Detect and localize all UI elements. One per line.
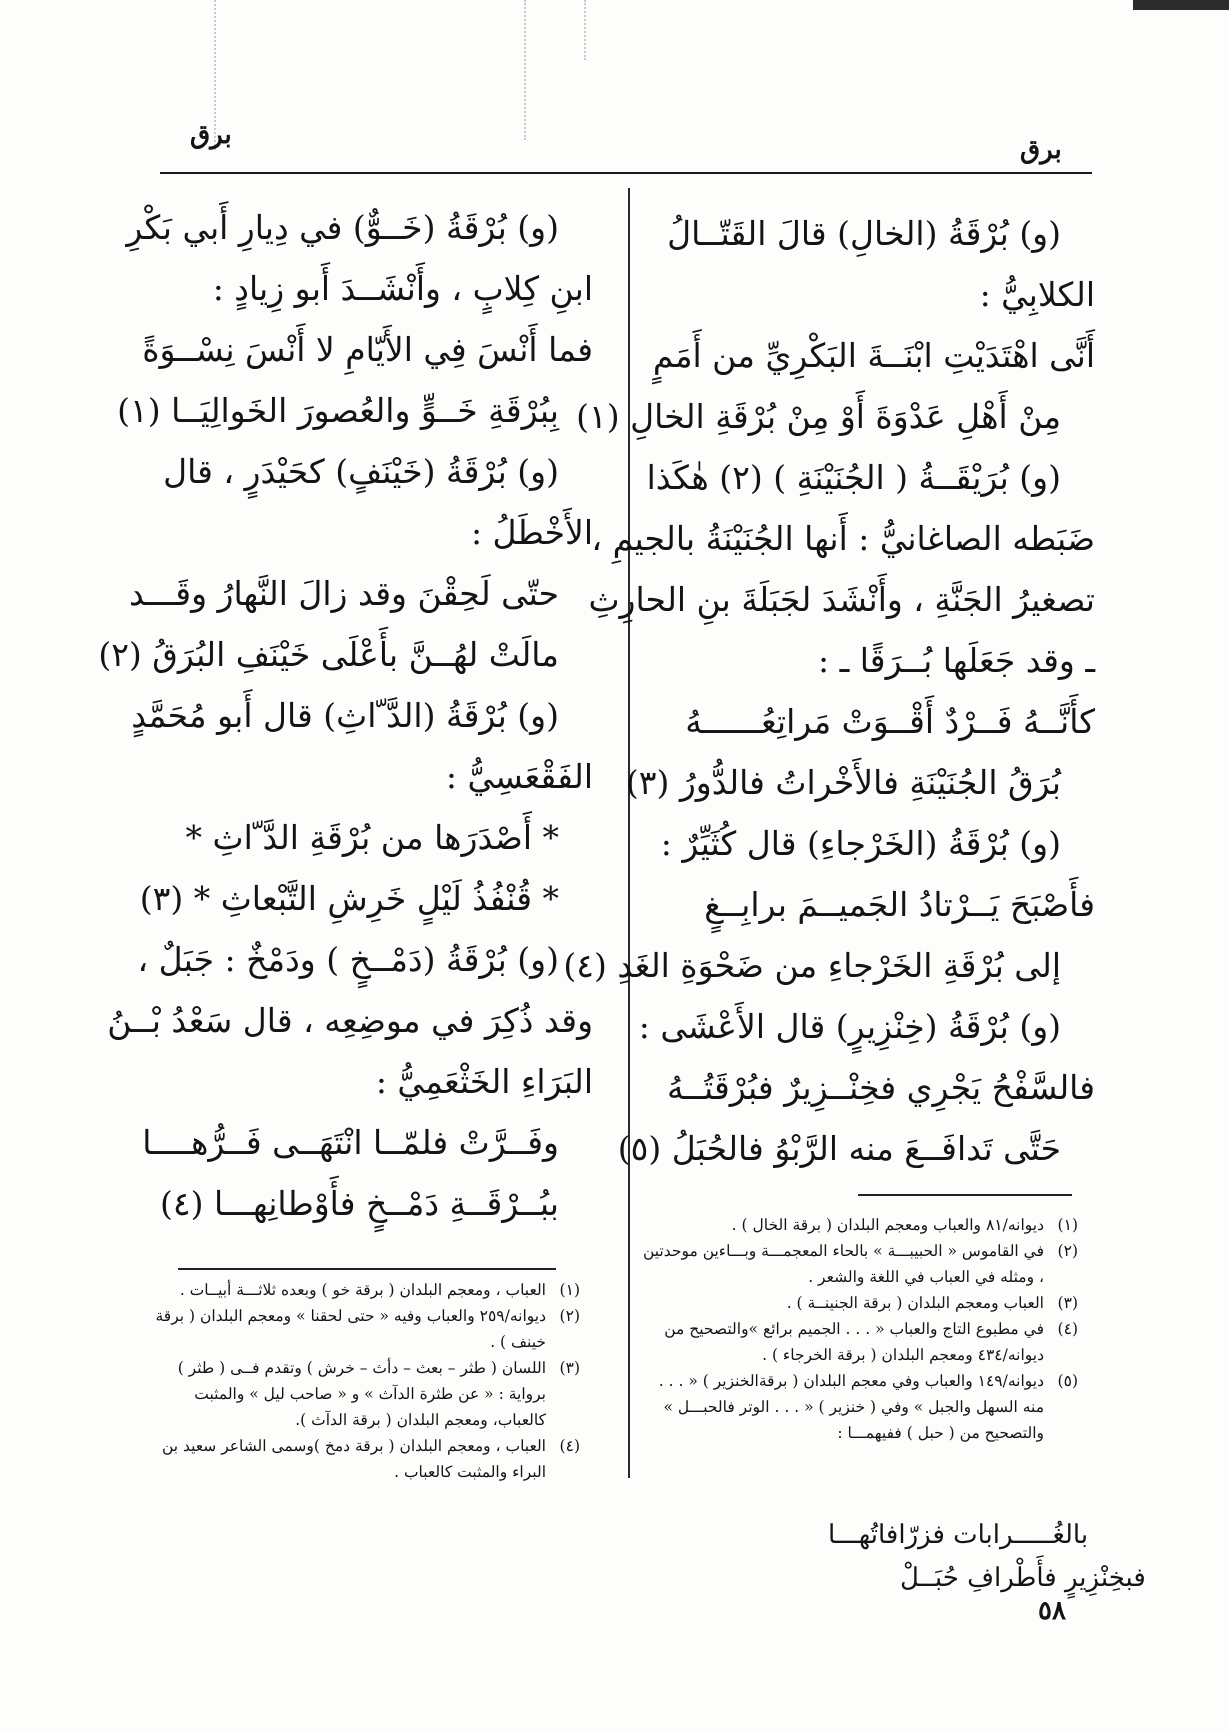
footnotes-left: [150, 1277, 580, 1485]
footnote-text: العباب ومعجم البلدان ( برقة الجنينــة ) .: [786, 1294, 1044, 1312]
verse-line: فما أَنْسَ فِي الأَيّامِ لا أَنْسَ نِسْــوَةً: [142, 330, 593, 369]
entry-line: الفَقْعَسِيُّ :: [445, 757, 593, 796]
footnote-item: [638, 1368, 1078, 1446]
column-divider: [628, 188, 630, 1478]
entry-line: ابنِ كِلابٍ ، وأَنْشَــدَ أَبو زِيادٍ :: [212, 269, 593, 308]
footnote-text: ديوانه/١٤٩ والعباب وفي معجم البلدان ( برقةالخنزير ) « . . . منه السهل والجبل » وفي ( خنزير ) « . . . الوتر فالحبـــل » والتصحيح من ( حبل ) ففيهمـــا :: [658, 1372, 1044, 1442]
footnote-text: ديوانه/٢٥٩ والعباب وفيه « حتى لحقنا » ومعجم البلدان ( برقة خينف ) .: [155, 1307, 546, 1351]
footnote-number: (١): [559, 1281, 580, 1299]
verse-line: أَنَّى اهْتَدَيْتِ ابْنَــةَ البَكْرِيِّ من أَمَمٍ: [652, 336, 1095, 375]
footnote-item: [150, 1277, 580, 1303]
right-column: [563, 203, 1095, 1179]
running-head-left: برق: [190, 120, 232, 150]
entry-line: ـ وقد جَعَلَها بُــرَقًا ـ :: [817, 641, 1095, 680]
footnote-number: (١): [1057, 1216, 1078, 1234]
verse-line: ببُــرْقَــةِ دَمْــخٍ فأَوْطانِهـــا (٤): [160, 1184, 559, 1223]
verse-line: حَتَّى تَدافَــعَ منه الرَّبْوُ فالحُبَلُ (٥): [617, 1129, 1061, 1168]
footnote-item: [638, 1238, 1078, 1290]
footnote-text: في القاموس « الحبيبـــة » بالحاء المعجمـــة وبـــاءين موحدتين ، ومثله في العباب في اللغة والشعر .: [642, 1242, 1044, 1286]
scan-dotted-trail: [524, 0, 526, 140]
footnote-verse-line: فبخِنْزِيرٍ فأَطْرافِ حُبَــلْ: [900, 1563, 1146, 1593]
footnote-number: (٥): [1057, 1372, 1078, 1390]
footnote-number: (٣): [559, 1359, 580, 1377]
entry-line: (و) بُرَيْقَــةُ ( الجُنَيْنَةِ ) (٢) هٰكَذا: [646, 458, 1061, 497]
footnote-text: العباب ، ومعجم البلدان ( برقة خو ) وبعده ثلاثـــة أبيــات .: [179, 1281, 546, 1299]
entry-line: (و) بُرْقَةُ (خَــوٌّ) في دِيارِ أَبي بَكْرِ: [126, 208, 559, 247]
footnote-number: (٢): [559, 1307, 580, 1325]
entry-line: البَرَاءِ الخَثْعَمِيُّ :: [375, 1062, 593, 1101]
scan-corner-mark: [1133, 0, 1229, 10]
scan-dotted-trail: [584, 0, 586, 60]
verse-line: فأَصْبَحَ يَــرْتادُ الجَميــمَ برابِــغٍ: [704, 885, 1095, 924]
footnote-number: (٣): [1057, 1294, 1078, 1312]
footnote-number: (٤): [1057, 1320, 1078, 1338]
verse-line: مالَتْ لهُــنَّ بأَعْلَى خَيْنَفِ البُرَقُ (٢): [98, 635, 559, 674]
left-column: [98, 197, 593, 1234]
running-head-right: برق: [1020, 135, 1062, 165]
footnote-item: [638, 1290, 1078, 1316]
entry-line: (و) بُرْقَةُ (الدَّ ّاثِ) قال أَبو مُحَمَّدٍ: [131, 696, 559, 735]
entry-line: وقد ذُكِرَ في موضِعِه ، قال سَعْدُ بْــنُ: [107, 1001, 593, 1040]
header-rule: [160, 172, 1092, 174]
verse-line: كأَنَّــهُ فَــرْدٌ أَقْــوَتْ مَراتِعُــــــهُ: [685, 702, 1095, 741]
footnote-item: [150, 1303, 580, 1355]
footnote-number: (٢): [1057, 1242, 1078, 1260]
footnote-rule: [858, 1194, 1072, 1196]
entry-line: تصغيرُ الجَنَّةِ ، وأَنْشَدَ لجَبَلَةَ بنِ الحارِثِ: [588, 580, 1095, 619]
entry-line: (و) بُرْقَةُ (دَمْــخٍ ) ودَمْخٌ : جَبَلٌ ،: [137, 940, 559, 979]
entry-line: ضَبَطه الصاغانيُّ : أَنها الجُنَيْنَةُ بالجيمِ ،: [591, 519, 1095, 558]
verse-line: مِنْ أَهْلِ عَدْوَةَ أَوْ مِنْ بُرْقَةِ الخالِ (١): [576, 397, 1061, 436]
page-number: ٥٨: [1038, 1596, 1066, 1626]
entry-line: (و) بُرْقَةُ (خِنْزِيرٍ) قال الأَعْشَى :: [638, 1007, 1061, 1046]
footnote-item: [150, 1355, 580, 1433]
footnote-item: [638, 1212, 1078, 1238]
footnote-text: في مطبوع التاج والعباب « . . . الجميم برائع »والتصحيح من ديوانه/٤٣٤ ومعجم البلدان ( برقة الخرجاء ) .: [664, 1320, 1044, 1364]
verse-line: إلى بُرْقَةِ الخَرْجاءِ من ضَحْوَةِ الغَدِ (٤): [563, 946, 1061, 985]
footnote-item: [638, 1316, 1078, 1368]
footnote-text: ديوانه/٨١ والعباب ومعجم البلدان ( برقة الخال ) .: [731, 1216, 1044, 1234]
verse-line: بُرَقُ الجُنَيْنَةِ فالأَخْراتُ فالدُّورُ (٣): [625, 763, 1061, 802]
footnote-verse-line: بالغُـــــرابات فزرّافاتُهـــا: [828, 1520, 1089, 1550]
verse-line: فالسَّفْحُ يَجْرِي فخِنْــزِيرٌ فبُرْقَتُــهُ: [667, 1068, 1095, 1107]
entry-line: الكلابِيُّ :: [979, 275, 1095, 314]
verse-line: * قُنْفُذُ لَيْلٍ خَرِشِ التَّبْعاثِ * (٣): [139, 879, 559, 918]
verse-line: بِبُرْقَةِ خَــوٍّ والعُصورَ الخَوالِيَــا (١): [117, 391, 559, 430]
footnote-number: (٤): [559, 1437, 580, 1455]
verse-line: حتّى لَحِقْنَ وقد زالَ النَّهارُ وقَـــد: [128, 574, 559, 613]
footnote-rule: [178, 1268, 556, 1270]
entry-line: الأَخْطَلُ :: [470, 513, 593, 552]
verse-line: وفَــرَّتْ فلمّــا انْتَهَــى فَــرُّهــــا: [142, 1123, 559, 1162]
entry-line: (و) بُرْقَةُ (الخالِ) قالَ القَتّــالُ: [667, 214, 1061, 253]
footnote-item: [150, 1433, 580, 1485]
footnote-text: العباب ، ومعجم البلدان ( برقة دمخ )وسمى الشاعر سعيد بن البراء والمثبت كالعباب .: [161, 1437, 546, 1481]
entry-line: (و) بُرْقَةُ (خَيْنَفٍ) كحَيْدَرٍ ، قال: [163, 452, 559, 491]
footnote-text: اللسان ( طثر – بعث – دأث – خرش ) وتقدم فــى ( طثر ) برواية : « عن طثرة الدآث » و « صاحب ليل » والمثبت كالعباب، ومعجم البلدان ( برقة الدآث ).: [177, 1359, 546, 1429]
verse-line: * أَصْدَرَها من بُرْقَةِ الدَّ ّاثِ *: [185, 818, 559, 857]
entry-line: (و) بُرْقَةُ (الخَرْجاءِ) قال كُثَيِّرٌ :: [660, 824, 1061, 863]
footnotes-right: [638, 1212, 1078, 1446]
